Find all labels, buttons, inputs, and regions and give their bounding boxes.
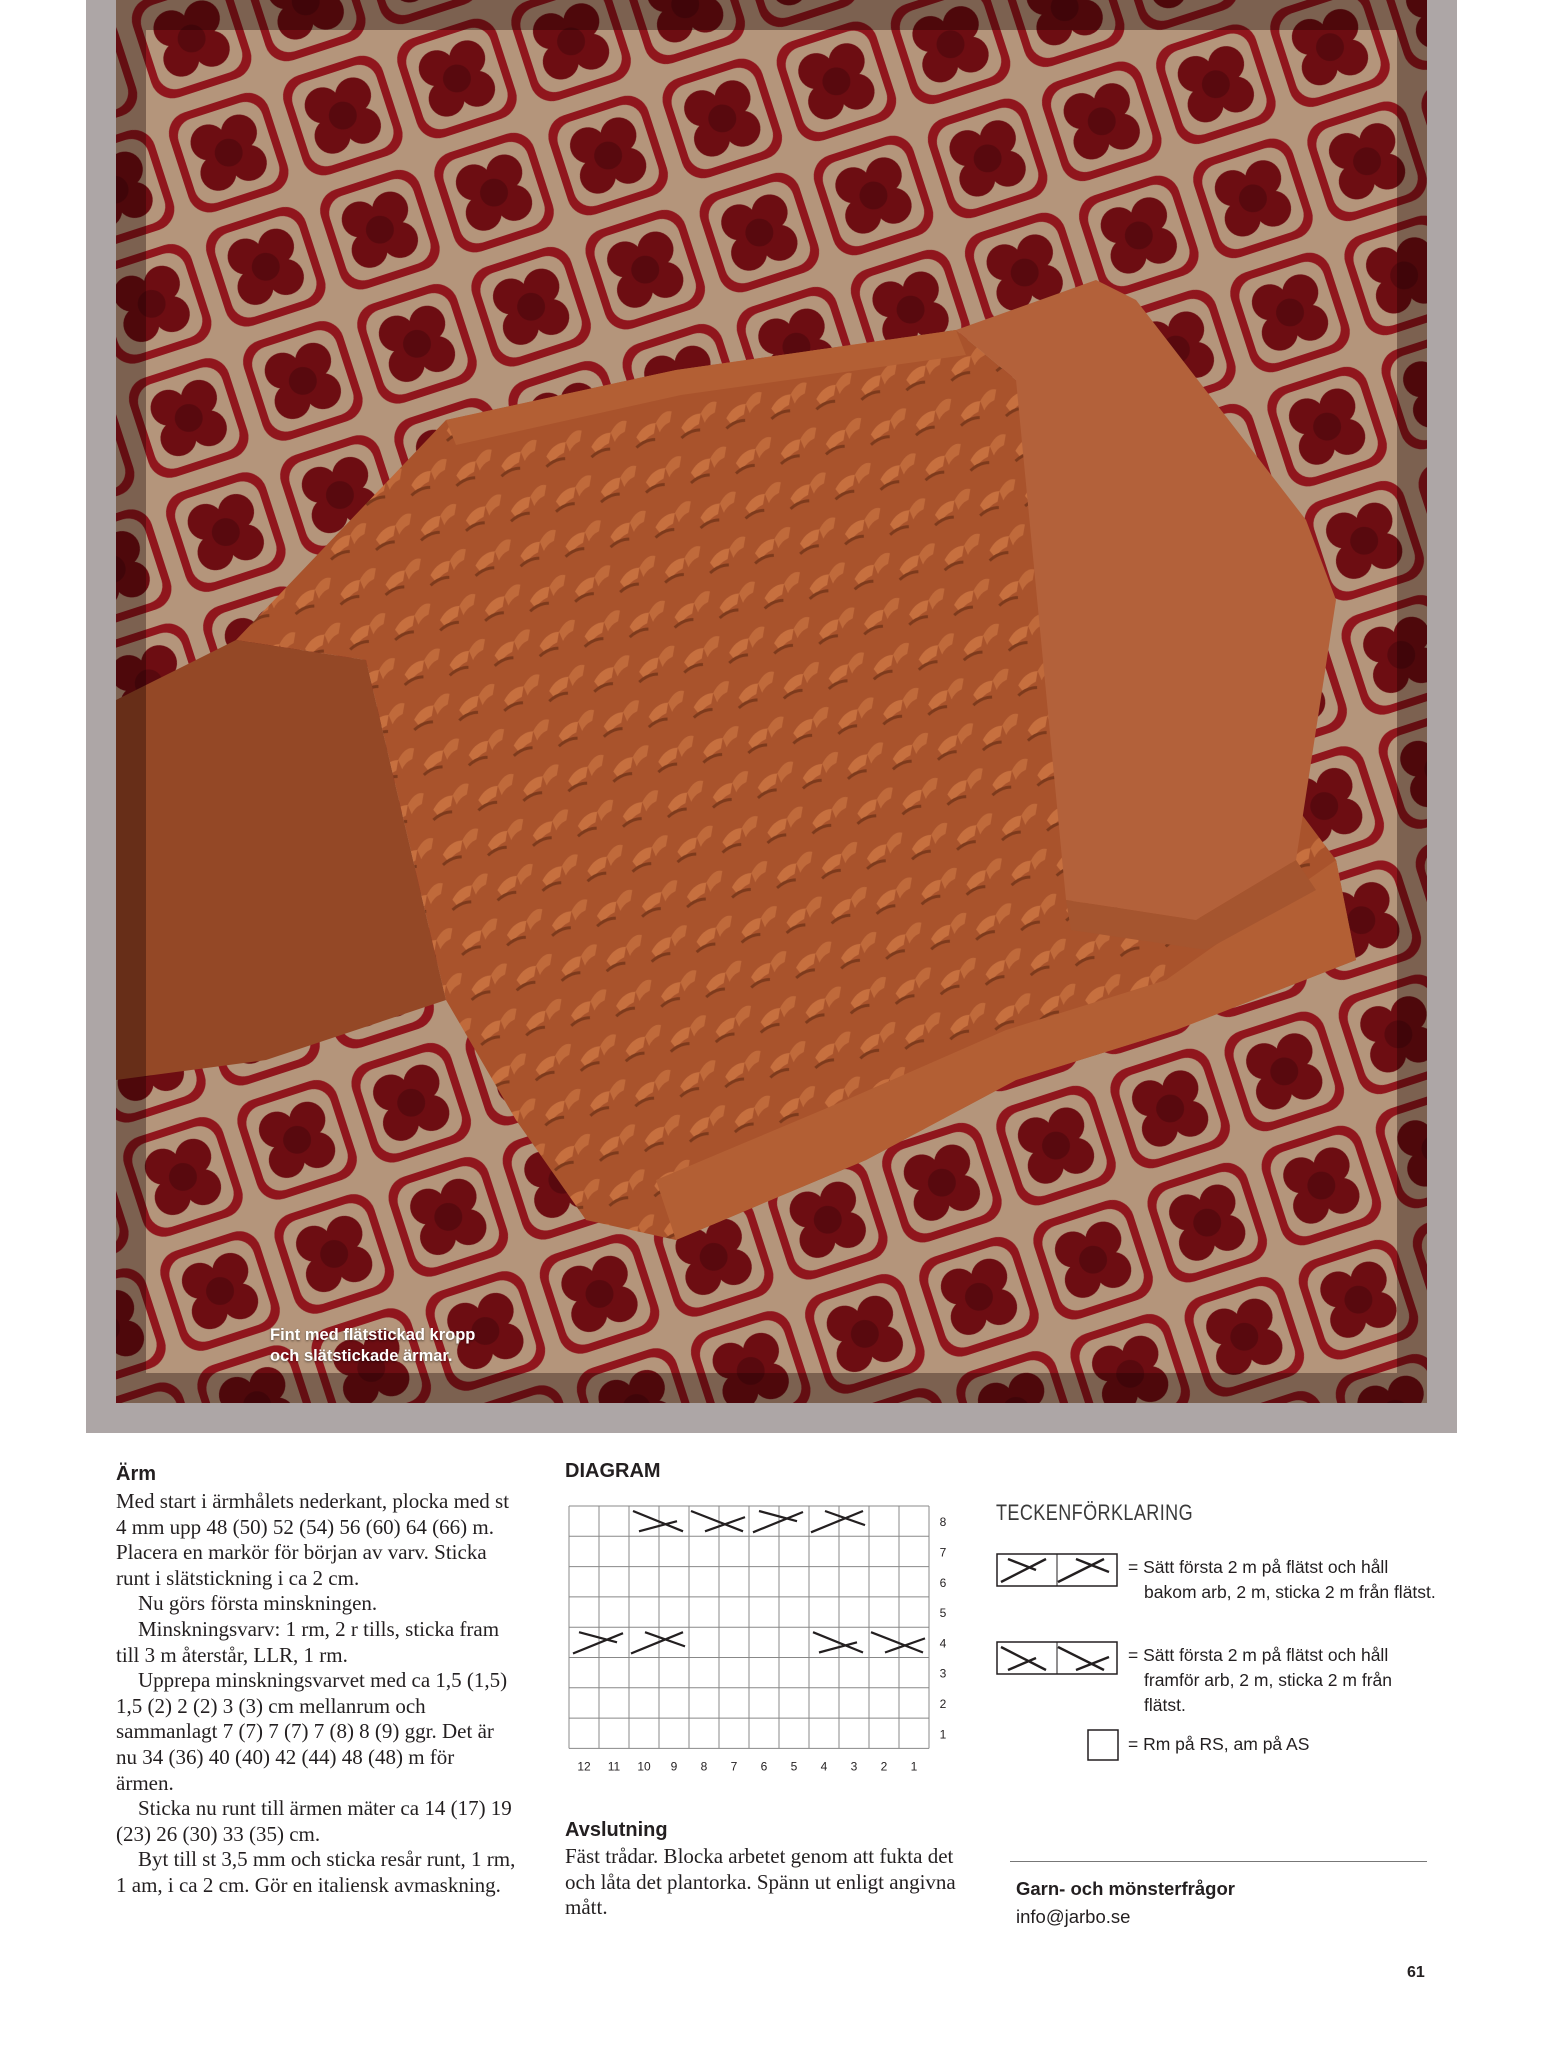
column-label: 11: [607, 1759, 621, 1774]
caption-line-2: och slätstickade ärmar.: [270, 1347, 453, 1365]
contact-email[interactable]: info@jarbo.se: [1016, 1906, 1131, 1927]
sleeve-heading: Ärm: [116, 1463, 157, 1485]
row-label: 6: [939, 1575, 947, 1590]
column-label: 8: [700, 1759, 708, 1774]
diagram-section: [565, 1459, 985, 1483]
column-label: 4: [820, 1759, 828, 1774]
sleeve-paragraph-3: Minskningsvarv: 1 rm, 2 r tills, sticka fram till 3 m återstår, LLR, 1 rm.: [116, 1616, 500, 1667]
contact-divider: [1010, 1861, 1427, 1862]
row-label: 7: [939, 1545, 947, 1560]
row-label: 2: [939, 1696, 947, 1711]
finishing-text: Fäst trådar. Blocka arbetet genom att fukta det och låta det plantorka. Spänn ut enligt angivna mått.: [565, 1844, 956, 1920]
row-label: 8: [939, 1515, 947, 1530]
column-label: 6: [760, 1759, 768, 1774]
row-label: 1: [939, 1727, 947, 1742]
column-label: 2: [880, 1759, 888, 1774]
sleeve-paragraph-1: Med start i ärmhålets nederkant, plocka med st 4 mm upp 48 (50) 52 (54) 56 (60) 64 (66) m. Placera en markör för början av varv. Sticka runt i slätstickning i ca 2 cm.: [116, 1489, 510, 1590]
diagram-column-labels: [577, 1759, 917, 1773]
contact-heading: Garn- och mönsterfrågor: [1016, 1878, 1235, 1899]
legend-symbol-left-cross: [996, 1641, 1118, 1675]
diagram-row-labels: [940, 1515, 947, 1741]
row-label: 3: [939, 1666, 947, 1681]
column-label: 12: [577, 1759, 591, 1774]
column-label: 7: [730, 1759, 738, 1774]
row-label: 5: [939, 1606, 947, 1621]
sweater-photo-illustration: [116, 0, 1427, 1403]
row-label: 4: [939, 1636, 947, 1651]
knitting-diagram: [565, 1500, 947, 1774]
column-label: 1: [910, 1759, 918, 1774]
legend-item-2-text: = Sätt första 2 m på flätst och håll framför arb, 2 m, sticka 2 m från flätst.: [1128, 1645, 1392, 1715]
page-number: 61: [1407, 1964, 1425, 1981]
column-label: 9: [670, 1759, 678, 1774]
column-label: 3: [850, 1759, 858, 1774]
diagram-heading: DIAGRAM: [565, 1460, 661, 1482]
column-label: 5: [790, 1759, 798, 1774]
diagram-grid: [569, 1506, 929, 1748]
sleeve-paragraph-6: Byt till st 3,5 mm och sticka resår runt, 1 rm, 1 am, i ca 2 cm. Gör en italiensk avmaskning.: [116, 1847, 516, 1897]
photo-caption: [270, 1325, 475, 1367]
sweater-photo: [116, 0, 1427, 1403]
sleeve-section: [116, 1462, 516, 1899]
sleeve-paragraph-2: Nu görs första minskningen.: [138, 1591, 378, 1616]
legend-item-3-text: = Rm på RS, am på AS: [1128, 1734, 1310, 1754]
caption-line-1: Fint med flätstickad kropp: [270, 1326, 476, 1344]
legend-symbol-plain-square: [1087, 1729, 1119, 1761]
legend-item-1-text: = Sätt första 2 m på flätst och håll bakom arb, 2 m, sticka 2 m från flätst.: [1128, 1557, 1436, 1602]
legend-title: TECKENFÖRKLARING: [996, 1500, 1194, 1525]
sleeve-paragraph-5: Sticka nu runt till ärmen mäter ca 14 (17) 19 (23) 26 (30) 33 (35) cm.: [116, 1796, 512, 1846]
finishing-section: [565, 1818, 975, 1921]
sleeve-paragraph-4: Upprepa minskningsvarvet med ca 1,5 (1,5) 1,5 (2) 2 (2) 3 (3) cm mellanrum och sammanlagt 7 (7) 7 (7) 7 (8) 8 (9) ggr. Det är nu 34 (36) 40 (40) 42 (44) 48 (48) m för ärmen.: [116, 1668, 508, 1795]
legend-section: [996, 1500, 1416, 1526]
finishing-heading: Avslutning: [565, 1819, 668, 1841]
legend-symbol-right-cross: [996, 1553, 1118, 1587]
column-label: 10: [637, 1759, 651, 1774]
contact-section: [1016, 1878, 1416, 1928]
